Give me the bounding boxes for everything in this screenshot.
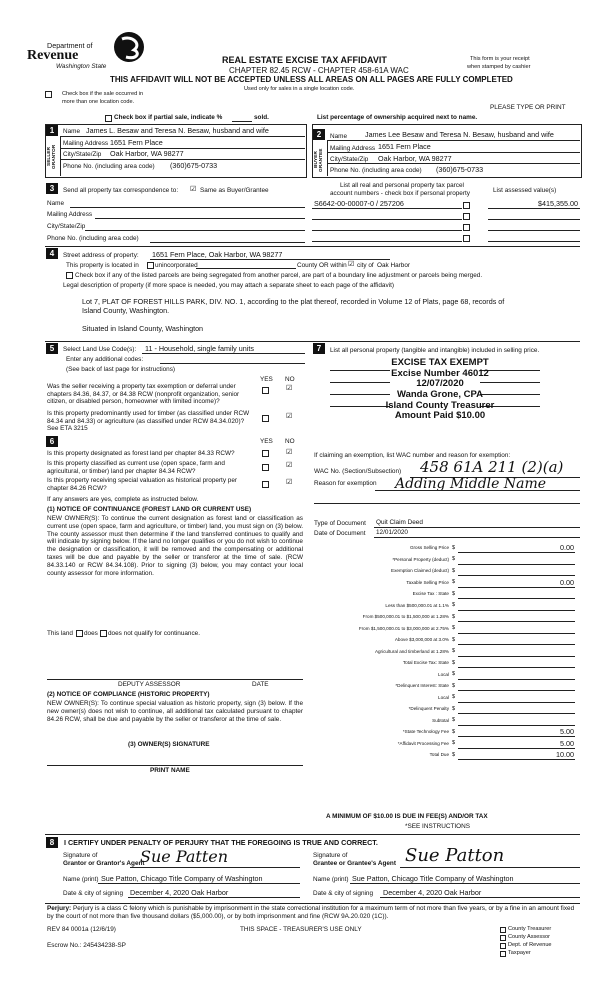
does-not-checkbox[interactable] xyxy=(100,630,107,637)
land-use-code[interactable]: 11 - Household, single family units xyxy=(145,344,254,353)
tax-row-dollar: $ xyxy=(452,751,456,758)
qualify-2: does xyxy=(84,630,98,637)
perjury-text: Perjury is a class C felony which is punishable by imprisonment in the state correctional institution for a maximum term of not more than five years, or by a fine in an amount fixed by the court of not more than five thousand dollars ($5,000.00), or by both imprisonment and fine (RCW 9A.20.020 (1C)). xyxy=(47,905,575,920)
personal-property-label: List all personal property (tangible and intangible) included in selling price. xyxy=(330,347,540,354)
tax-row-label: Agricultural and timberland at 1.28% xyxy=(374,648,449,654)
see-back-note: (See back of last page for instructions) xyxy=(66,366,176,373)
tax-row-dollar: $ xyxy=(452,625,456,631)
tax-row-label: *State Technology Fee xyxy=(402,729,449,734)
dor-logo-icon xyxy=(112,30,146,64)
tax-row-value[interactable]: 0.00 xyxy=(560,577,574,587)
section-7-number: 7 xyxy=(313,343,325,354)
qualify-1: This land xyxy=(47,630,73,637)
located-label: This property is located in xyxy=(66,262,139,269)
multi-location-checkbox[interactable] xyxy=(45,91,52,98)
seller-phone-label: Phone No. (including area code) xyxy=(63,163,155,170)
certify-statement: I CERTIFY UNDER PENALTY OF PERJURY THAT THE FOREGOING IS TRUE AND CORRECT. xyxy=(64,838,378,847)
s5-q2: Is this property predominantly used for timber (as classified under RCW 84.34 and 84.33) or agriculture (as classified under RCW 84.34.020)? See ETA 3215 xyxy=(47,410,250,433)
notice2-body: NEW OWNER(S): To continue special valuation as historic property, sign (3) below. If the new owner(s) does not wish to continue, all additional tax calculated pursuant to chapter 84.26 RCW, shall be due and payable by the seller or transferor at the time of sale. xyxy=(47,700,303,723)
section-5-number: 5 xyxy=(46,343,58,354)
buyer-city-label: City/State/Zip xyxy=(330,156,369,163)
section-8-number: 8 xyxy=(46,837,58,848)
dept-line2: Revenue xyxy=(27,48,79,63)
excise-stamp xyxy=(385,358,495,422)
does-checkbox[interactable] xyxy=(76,630,83,637)
seller-city-label: City/State/Zip xyxy=(63,151,102,158)
copy-checkbox[interactable] xyxy=(500,935,506,941)
personal-property-checkbox-3[interactable] xyxy=(463,224,470,231)
form-revision: REV 84 0001a (12/6/19) xyxy=(47,926,116,933)
print-name-label: PRINT NAME xyxy=(150,767,190,774)
tax-row-dollar: $ xyxy=(452,705,456,712)
s5-q1-no[interactable]: ☑ xyxy=(286,383,293,392)
personal-property-checkbox-2[interactable] xyxy=(463,213,470,220)
tax-row-dollar: $ xyxy=(452,590,456,597)
doc-type-label: Type of Document xyxy=(314,520,366,527)
stamp-line-3: 12/07/2020 xyxy=(416,378,464,390)
legal-line-2[interactable]: Island County, Washington. xyxy=(82,306,170,315)
s3-address-label: Mailing Address xyxy=(47,211,93,218)
notice2-title: (2) NOTICE OF COMPLIANCE (HISTORIC PROPERTY) xyxy=(47,691,210,698)
stamp-line-5: Island County Treasurer xyxy=(385,399,495,411)
tax-row-label: Exemption Claimed (deduct) xyxy=(391,568,449,573)
legal-line-3[interactable]: Situated in Island County, Washington xyxy=(82,324,204,333)
grantee-label: GRANTEE xyxy=(318,148,324,172)
multi-location-label-2: more than one location code. xyxy=(62,99,135,105)
s3-phone-label: Phone No. (including area code) xyxy=(47,235,139,242)
tax-row-dollar: $ xyxy=(452,602,456,608)
section-3-number: 3 xyxy=(46,183,58,194)
buyer-address[interactable]: 1651 Fern Place xyxy=(378,142,431,151)
tax-row-label: Total Due xyxy=(429,752,449,757)
tax-row-value[interactable]: 0.00 xyxy=(560,543,574,552)
s5-q2-no[interactable]: ☑ xyxy=(286,411,293,420)
deputy-assessor: DEPUTY ASSESSOR xyxy=(118,681,181,688)
deputy-date: DATE xyxy=(252,681,269,688)
tax-row-label: Subtotal xyxy=(432,717,449,723)
treasurer-use: THIS SPACE - TREASURER'S USE ONLY xyxy=(240,926,362,933)
street-address[interactable]: 1651 Fern Place, Oak Harbor, WA 98277 xyxy=(152,250,283,259)
section-6-number: 6 xyxy=(46,436,58,447)
tax-row-dollar: $ xyxy=(452,659,456,666)
grantor-signature[interactable]: Sue Patten xyxy=(140,847,229,866)
tax-row-label: Local xyxy=(438,694,449,700)
s6-q2-no[interactable]: ☑ xyxy=(286,460,293,469)
grantee-signature[interactable]: Sue Patton xyxy=(405,845,505,866)
tax-row-label: From $1,500,000.01 to $3,000,000 at 2.75% xyxy=(358,625,449,631)
tax-row-label: Gross Selling Price xyxy=(409,545,449,550)
tax-row-dollar: $ xyxy=(452,544,456,551)
s3-name-label: Name xyxy=(47,200,65,207)
tax-row-label: Local xyxy=(438,671,449,677)
segregated-checkbox[interactable] xyxy=(66,272,73,279)
tax-row-label: Excise Tax : State xyxy=(412,591,449,596)
assessed-value[interactable]: $415,355.00 xyxy=(538,199,578,208)
s6-q3-yes[interactable] xyxy=(262,481,269,488)
s6-q1-no[interactable]: ☑ xyxy=(286,447,293,456)
grantee-sig-label-1: Signature of xyxy=(313,852,348,859)
segregated-label: Check box if any of the listed parcels are being segregated from another parcel, are part of a boundary line adjustment or parcels being merged. xyxy=(75,272,483,279)
parcel-header-1: List all real and personal property tax parcel xyxy=(340,182,464,189)
single-use-note: Used only for sales in a single location code. xyxy=(244,86,355,92)
partial-sale-label: Check box if partial sale, indicate % xyxy=(114,114,223,121)
buyer-phone-label: Phone No. (including area code) xyxy=(330,167,422,174)
buyer-side-label xyxy=(315,144,325,176)
tax-row-dollar: $ xyxy=(452,671,456,677)
s5-q2-yes[interactable] xyxy=(262,415,269,422)
seller-address-label: Mailing Address xyxy=(63,140,109,147)
wac-label: WAC No. (Section/Subsection) xyxy=(314,468,402,475)
tax-row-label: *Delinquent Penalty xyxy=(408,706,449,711)
perjury-notice xyxy=(47,905,580,921)
see-instructions: *SEE INSTRUCTIONS xyxy=(405,823,470,830)
s3-city-label: City/State/Zip xyxy=(47,223,86,230)
personal-property-checkbox-1[interactable] xyxy=(463,202,470,209)
tax-row-dollar: $ xyxy=(452,636,456,643)
reason-for-exemption[interactable]: Adding Middle Name xyxy=(395,476,547,492)
seller-side-label xyxy=(48,140,58,174)
buyer-name-label: Name xyxy=(330,133,348,140)
tax-row-dollar: $ xyxy=(452,740,456,746)
receipt-note-1: This form is your receipt xyxy=(470,56,530,62)
grantor-name-label: Name (print) xyxy=(63,876,99,883)
city-checkbox[interactable]: ☑ xyxy=(348,259,355,268)
copy-label: Taxpayer xyxy=(508,950,531,956)
assessed-header: List assessed value(s) xyxy=(493,187,557,194)
s6-q3-no[interactable]: ☑ xyxy=(286,477,293,486)
owner-signature-label: (3) OWNER(S) SIGNATURE xyxy=(128,741,210,748)
tax-row-dollar: $ xyxy=(452,728,456,735)
seller-name-label: Name xyxy=(63,128,81,135)
s6-q1: Is this property designated as forest land per chapter 84.33 RCW? xyxy=(47,450,235,457)
seller-address[interactable]: 1651 Fern Place xyxy=(110,138,163,147)
grantor-sig-label-2: Grantor or Grantor's Agent xyxy=(63,860,145,867)
tax-row-dollar: $ xyxy=(452,717,456,723)
wac-number[interactable]: 458 61A 211 (2)(a) xyxy=(420,458,564,476)
ownership-note: List percentage of ownership acquired next to name. xyxy=(317,114,478,121)
doc-date-label: Date of Document xyxy=(314,530,366,537)
please-print: PLEASE TYPE OR PRINT xyxy=(490,104,566,111)
grantee-name[interactable]: Sue Patton, Chicago Title Company of Washington xyxy=(352,874,514,883)
tax-row-dollar: $ xyxy=(452,682,456,689)
minimum-due: A MINIMUM OF $10.00 IS DUE IN FEE(S) AND/OR TAX xyxy=(326,813,488,820)
s6-yes-header: YES xyxy=(260,438,273,445)
tax-row-label: Total Excise Tax: State xyxy=(402,660,449,665)
grantor-sig-label-1: Signature of xyxy=(63,852,98,859)
tax-row-dollar: $ xyxy=(452,567,456,574)
section-2-number: 2 xyxy=(313,129,325,140)
s6-q1-yes[interactable] xyxy=(262,450,269,457)
same-as-label: Same as Buyer/Grantee xyxy=(200,187,269,194)
s6-q2: Is this property classified as current use (open space, farm and agricultural, or timber) land per chapter 84.34 RCW? xyxy=(47,460,225,475)
legal-line-1[interactable]: Lot 7, PLAT OF FOREST HILLS PARK, DIV. NO. 1, according to the plat thereof, recorded in Volume 12 of Plats, page 68, records of xyxy=(82,297,505,306)
tax-row-label: Above $3,000,000 at 3.0% xyxy=(394,637,449,642)
seller-name[interactable]: James L. Besaw and Teresa N. Besaw, husband and wife xyxy=(86,126,269,135)
doc-type[interactable]: Quit Claim Deed xyxy=(376,519,423,526)
unincorporated-checkbox[interactable] xyxy=(147,262,154,269)
qualify-3: does not qualify for continuance. xyxy=(108,630,201,637)
partial-sold-label: sold. xyxy=(254,114,269,121)
grantor-name[interactable]: Sue Patton, Chicago Title Company of Washington xyxy=(101,874,263,883)
grantor-date[interactable]: December 4, 2020 Oak Harbor xyxy=(130,888,229,897)
section-4-number: 4 xyxy=(46,248,58,259)
form-warning: THIS AFFIDAVIT WILL NOT BE ACCEPTED UNLESS ALL AREAS ON ALL PAGES ARE FULLY COMPLETED xyxy=(110,75,513,84)
perjury-label: Perjury: xyxy=(47,905,72,912)
notice1-title: (1) NOTICE OF CONTINUANCE (FOREST LAND OR CURRENT USE) xyxy=(47,506,252,513)
correspondence-label: Send all property tax correspondence to: xyxy=(63,187,179,194)
tax-row-label: *Affidavit Processing Fee xyxy=(397,740,449,746)
stamp-line-4: Wanda Grone, CPA xyxy=(396,388,484,400)
tax-row-label: *Delinquent Interest: State xyxy=(395,683,449,688)
tax-row-label: Less than $500,000.01 at 1.1% xyxy=(385,602,449,608)
parcel-header-2: account numbers - check box if personal property xyxy=(330,190,470,197)
form-title: REAL ESTATE EXCISE TAX AFFIDAVIT xyxy=(222,55,387,65)
copy-label: County Assessor xyxy=(508,934,550,940)
tax-row-value[interactable]: 5.00 xyxy=(560,738,574,748)
grantee-name-label: Name (print) xyxy=(313,876,349,883)
tax-row-dollar: $ xyxy=(452,579,456,585)
exemption-label: If claiming an exemption, list WAC number and reason for exemption: xyxy=(314,452,511,459)
buyer-name[interactable]: James Lee Besaw and Teresa N. Besaw, husband and wife xyxy=(365,130,554,139)
tax-row-dollar: $ xyxy=(452,694,456,700)
tax-row-dollar: $ xyxy=(452,556,456,562)
city-name[interactable]: Oak Harbor xyxy=(377,262,411,269)
dept-line3: Washington State xyxy=(56,63,107,70)
buyer-city[interactable]: Oak Harbor, WA 98277 xyxy=(378,154,452,163)
tax-row-label: Taxable Selling Price xyxy=(406,579,449,585)
county-or-within: County OR within xyxy=(297,262,347,269)
tax-row-dollar: $ xyxy=(452,648,456,654)
grantee-date[interactable]: December 4, 2020 Oak Harbor xyxy=(383,888,482,897)
buyer-phone[interactable]: (360)675-0733 xyxy=(436,165,484,174)
stamp-line-2: Excise Number 46012 xyxy=(391,367,489,379)
copy-label: County Treasurer xyxy=(508,926,552,932)
tax-row-value[interactable]: 5.00 xyxy=(560,727,574,736)
unincorporated-label: unincorporated xyxy=(155,262,198,269)
escrow-number: Escrow No.: 245434238-SP xyxy=(47,942,126,949)
stamp-line-6: Amount Paid $10.00 xyxy=(394,410,486,422)
buyer-address-label: Mailing Address xyxy=(330,145,376,152)
personal-property-checkbox-4[interactable] xyxy=(463,235,470,242)
seller-city[interactable]: Oak Harbor, WA 98277 xyxy=(110,149,184,158)
doc-date[interactable]: 12/01/2020 xyxy=(376,529,408,536)
tax-row-dollar: $ xyxy=(452,613,456,620)
s6-no-header: NO xyxy=(285,438,295,445)
s5-q1-yes[interactable] xyxy=(262,387,269,394)
street-label: Street address of property: xyxy=(63,252,139,259)
tax-row-label: From $500,000.01 to $1,500,000 at 1.28% xyxy=(362,614,449,619)
same-as-checkbox[interactable]: ☑ xyxy=(190,184,197,193)
parcel-number[interactable]: S6642-00-00007-0 / 257206 xyxy=(314,199,404,208)
land-use-label: Select Land Use Code(s): xyxy=(63,346,137,353)
seller-phone[interactable]: (360)675-0733 xyxy=(170,161,218,170)
form-subtitle: CHAPTER 82.45 RCW - CHAPTER 458-61A WAC xyxy=(229,66,409,75)
s5-yes-header: YES xyxy=(260,376,273,383)
tax-row-value[interactable]: 10.00 xyxy=(556,750,574,759)
section-1-number: 1 xyxy=(46,125,58,136)
s5-no-header: NO xyxy=(285,376,295,383)
notice1-body: NEW OWNER(S): To continue the current designation as forest land or classification as current use (open space, farm and agriculture, or timber) land, you must sign on (3) below. The county assessor must then determine if the land transferred continues to qualify and will indicate by signing below. If the land no longer qualifies or you do not wish to continue the designation or classification, it will be removed and the compensating or additional taxes will be due and payable by the seller or transferor at the time of sale. (RCW 84.33.140 or RCW 84.34.108). Prior to signing (3) below, you may contact your local county assessor for more information. xyxy=(47,515,303,577)
copy-checkbox[interactable] xyxy=(500,951,506,957)
receipt-note-2: when stamped by cashier xyxy=(467,64,531,70)
city-of-label: city of xyxy=(357,262,374,269)
s5-q1: Was the seller receiving a property tax exemption or deferral under chapters 84.36, 84.37, or 84.38 RCW (nonprofit organization, senior citizen, or disabled person, homeowner with limited income)? xyxy=(47,383,240,406)
copy-checkbox[interactable] xyxy=(500,943,506,949)
reason-label: Reason for exemption xyxy=(314,480,377,487)
grantor-label: GRANTOR xyxy=(51,144,57,170)
multi-location-label-1: Check box if the sale occurred in xyxy=(62,91,144,97)
grantee-sig-label-2: Grantee or Grantee's Agent xyxy=(313,860,396,867)
grantee-date-label: Date & city of signing xyxy=(313,890,374,897)
copy-checkbox[interactable] xyxy=(500,927,506,933)
grantor-date-label: Date & city of signing xyxy=(63,890,124,897)
tax-row-label: *Personal Property (deduct) xyxy=(392,556,449,562)
additional-codes-label: Enter any additional codes: xyxy=(66,356,144,363)
partial-sale-checkbox[interactable] xyxy=(105,115,112,122)
dept-line1: Department of xyxy=(47,41,93,50)
copy-label: Dept. of Revenue xyxy=(508,942,552,948)
s6-q4: If any answers are yes, complete as instructed below. xyxy=(47,496,199,503)
seller-label: SELLER xyxy=(47,147,52,167)
stamp-line-1: EXCISE TAX EXEMPT xyxy=(391,357,489,368)
s6-q2-yes[interactable] xyxy=(262,464,269,471)
buyer-label: BUYER xyxy=(314,151,319,169)
legal-label: Legal description of property (if more space is needed, you may attach a separate sheet to each page of the affidavit) xyxy=(63,282,394,289)
s6-q3: Is this property receiving special valuation as historical property per chapter 84.26 RCW? xyxy=(47,477,238,492)
